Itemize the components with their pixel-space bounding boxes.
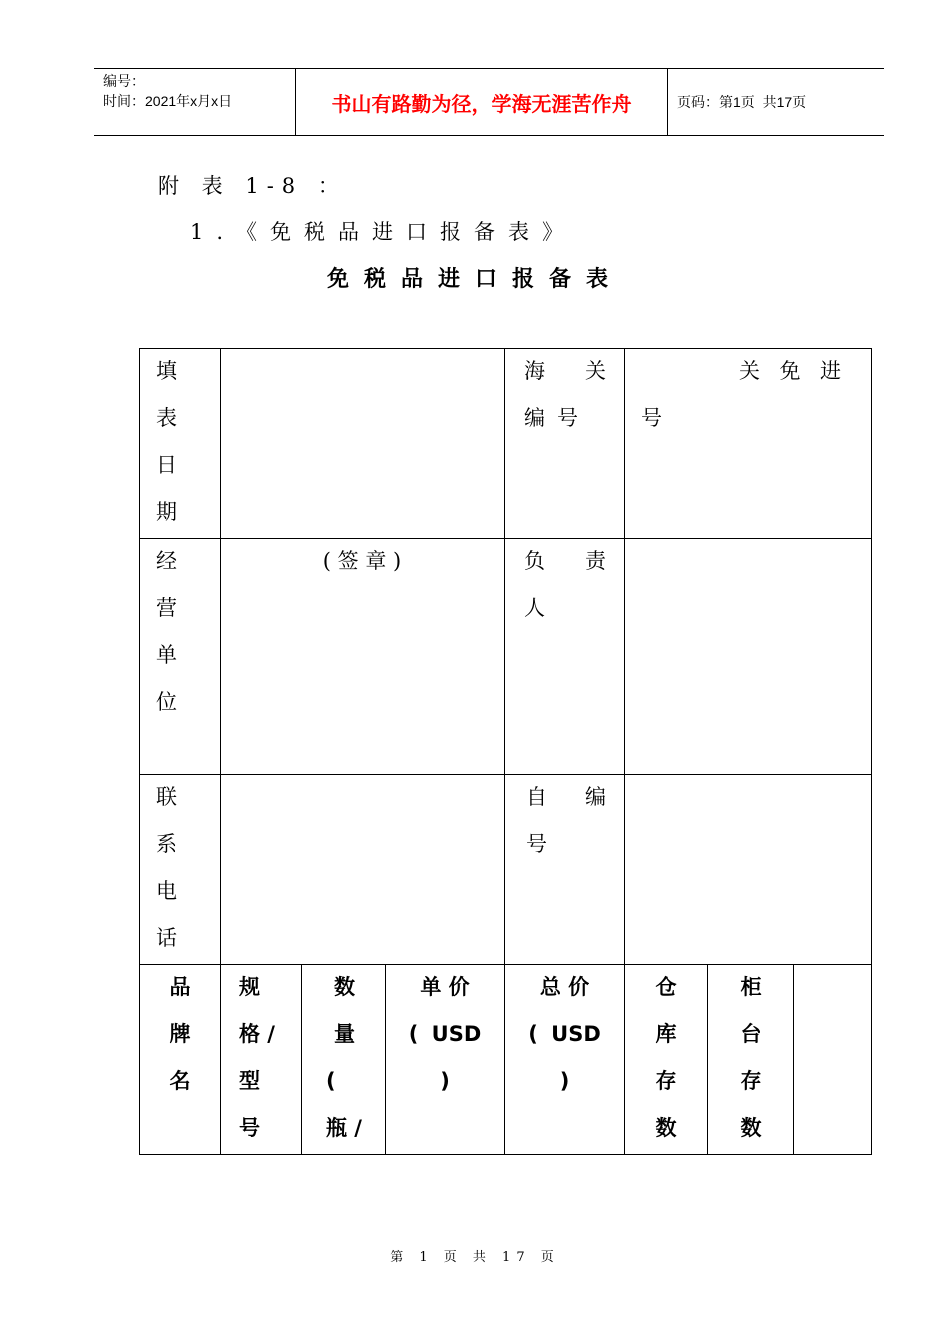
code-label: 编号： [103, 73, 145, 89]
responsible-label: 负 责 人 [524, 549, 606, 620]
page-footer: 第 1 页 共 17 页 [390, 1250, 560, 1265]
self-code-field[interactable] [625, 774, 871, 964]
col-unit-price: 单 价 ( USD ) [408, 975, 482, 1093]
rule [707, 964, 708, 1155]
page-label: 页码：第1页 共17页 [677, 94, 807, 110]
header-meta [94, 69, 295, 135]
fill-date-label: 填表日期 [156, 359, 177, 524]
document-title: 免税品进口报备表 [326, 267, 623, 292]
page-header [94, 68, 884, 136]
col-total-price: 总 价 ( USD ) [528, 975, 601, 1093]
item-label: 1.《免税品进口报备表》 [190, 220, 577, 244]
operator-field[interactable] [220, 538, 504, 774]
col-spec: 规 格 / 型 号 [239, 975, 275, 1140]
rule [871, 348, 872, 1155]
fill-date-field[interactable] [220, 348, 504, 538]
customs-code-label: 海 关 编号 [524, 359, 606, 430]
customs-duty-free-cell[interactable]: 关 免 进 号 [641, 359, 841, 430]
header-motto: 书山有路勤为径，学海无涯苦作舟 [295, 69, 668, 135]
col-brand: 品牌名 [169, 975, 191, 1093]
self-code-label: 自 编 号 [526, 785, 606, 856]
col-warehouse-stock: 仓库存数 [655, 975, 677, 1140]
phone-field[interactable] [220, 774, 504, 964]
time-label: 时间：2021年x月x日 [103, 93, 233, 109]
col-blank [794, 964, 871, 1154]
seal-note: ( 签 章 ) [322, 549, 402, 573]
rule [139, 348, 140, 1155]
phone-label: 联系电话 [156, 785, 177, 950]
rule [139, 1154, 872, 1155]
col-quantity: 数 量 ( 瓶 / [326, 975, 362, 1140]
responsible-field[interactable] [625, 538, 871, 774]
appendix-label: 附 表 1-8 ： [158, 174, 347, 198]
report-form [139, 348, 872, 1155]
header-page [668, 69, 884, 135]
operator-label: 经营单位 [156, 549, 177, 714]
col-counter-stock: 柜台存数 [740, 975, 762, 1140]
